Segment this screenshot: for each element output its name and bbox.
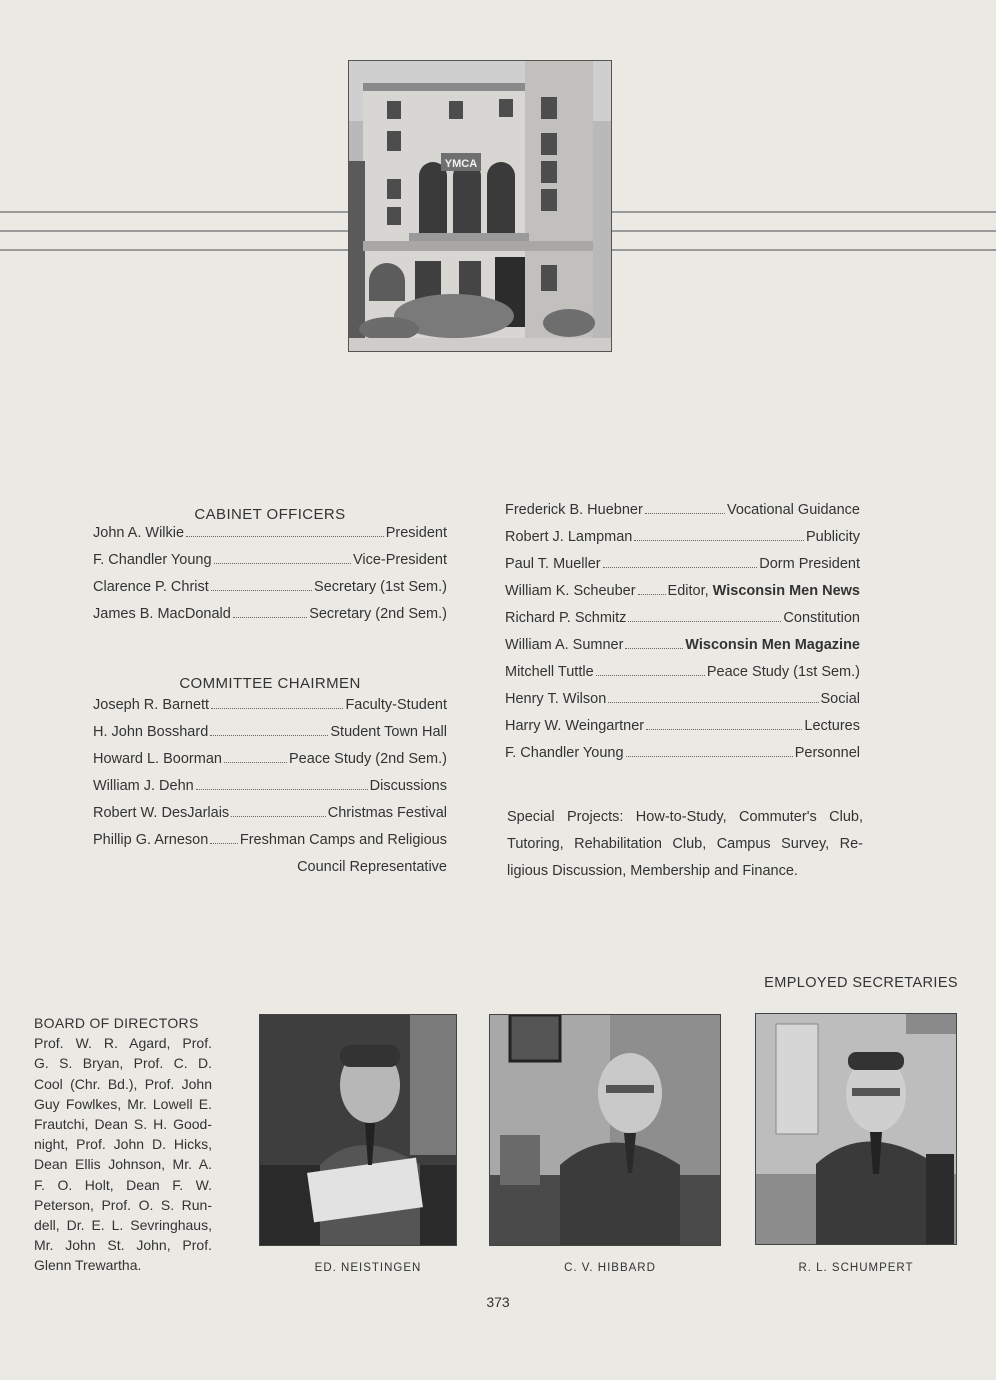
committee-chairmen-heading: COMMITTEE CHAIRMEN — [179, 675, 361, 692]
caption-hibbard: C. V. HIBBARD — [564, 1262, 656, 1274]
portrait-hibbard — [489, 1014, 721, 1246]
rule-right-2 — [612, 230, 996, 232]
board-line: Frautchi, Dean S. H. Good- — [34, 1116, 212, 1133]
caption-neistingen: ED. NEISTINGEN — [314, 1262, 422, 1274]
committee-chairmen-list — [93, 697, 447, 886]
rule-left-1 — [0, 211, 348, 213]
board-line: Mr. John St. John, Prof. — [34, 1237, 212, 1254]
ymca-building-photo — [348, 60, 612, 352]
rule-left-3 — [0, 249, 348, 251]
portrait-neistingen-illustration — [260, 1015, 457, 1246]
list-item: Howard L. Boorman Peace Study (2nd Sem.) — [93, 751, 447, 767]
special-projects-line: ligious Discussion, Membership and Finance. — [507, 863, 798, 879]
list-item: Richard P. Schmitz Constitution — [505, 610, 860, 626]
list-item: Robert W. DesJarlais Christmas Festival — [93, 805, 447, 821]
list-item: Phillip G. Arneson Freshman Camps and Religious — [93, 832, 447, 848]
board-line: Glenn Trewartha. — [34, 1257, 142, 1274]
board-line: Prof. W. R. Agard, Prof. — [34, 1035, 212, 1052]
board-line: Cool (Chr. Bd.), Prof. John — [34, 1075, 212, 1092]
portrait-schumpert-illustration — [756, 1014, 957, 1245]
list-item: William K. Scheuber Editor, Wisconsin Men News — [505, 583, 860, 599]
list-item: Robert J. Lampman Publicity — [505, 529, 860, 545]
board-line: Dean Ellis Johnson, Mr. A. — [34, 1156, 212, 1173]
list-item: F. Chandler Young Personnel — [505, 745, 860, 761]
list-item: F. Chandler Young Vice-President — [93, 552, 447, 568]
rule-right-3 — [612, 249, 996, 251]
portrait-neistingen — [259, 1014, 457, 1246]
board-of-directors-heading: BOARD OF DIRECTORS — [34, 1015, 199, 1031]
list-item: Clarence P. Christ Secretary (1st Sem.) — [93, 579, 447, 595]
board-line: G. S. Bryan, Prof. C. D. — [34, 1055, 212, 1072]
board-line: night, Prof. John D. Hicks, — [34, 1136, 212, 1153]
rule-left-2 — [0, 230, 348, 232]
ymca-sign: YMCA — [444, 158, 478, 170]
cabinet-officers-heading: CABINET OFFICERS — [194, 506, 346, 523]
board-line: Peterson, Prof. O. S. Run- — [34, 1196, 212, 1213]
board-of-directors-text — [34, 1013, 212, 1276]
board-line: F. O. Holt, Dean F. W. — [34, 1176, 212, 1193]
page-number: 373 — [486, 1294, 510, 1310]
list-item: James B. MacDonald Secretary (2nd Sem.) — [93, 606, 447, 622]
list-item: William A. Sumner Wisconsin Men Magazine — [505, 637, 860, 653]
special-projects-text — [507, 804, 863, 885]
committee-chairmen-list-right — [505, 502, 860, 772]
portrait-schumpert — [755, 1013, 957, 1245]
cabinet-officers-list — [93, 525, 447, 633]
list-item: H. John Bosshard Student Town Hall — [93, 724, 447, 740]
list-item: John A. Wilkie President — [93, 525, 447, 541]
building-illustration — [349, 61, 612, 352]
list-item: William J. Dehn Discussions — [93, 778, 447, 794]
special-projects-line: Special Projects: How-to-Study, Commuter's Club, — [507, 809, 863, 825]
list-item: Mitchell Tuttle Peace Study (1st Sem.) — [505, 664, 860, 680]
list-item: Frederick B. Huebner Vocational Guidance — [505, 502, 860, 518]
caption-schumpert: R. L. SCHUMPERT — [798, 1262, 914, 1274]
board-line: Guy Fowlkes, Mr. Lowell E. — [34, 1095, 212, 1112]
special-projects-line: Tutoring, Rehabilitation Club, Campus Survey, Re- — [507, 836, 863, 852]
list-item-continuation: Council Representative — [297, 859, 447, 875]
board-line: dell, Dr. E. L. Sevringhaus, — [34, 1217, 212, 1234]
list-item: Harry W. Weingartner Lectures — [505, 718, 860, 734]
list-item: Henry T. Wilson Social — [505, 691, 860, 707]
list-item: Paul T. Mueller Dorm President — [505, 556, 860, 572]
rule-right-1 — [612, 211, 996, 213]
list-item: Joseph R. Barnett Faculty-Student — [93, 697, 447, 713]
portrait-hibbard-illustration — [490, 1015, 721, 1246]
employed-secretaries-heading: EMPLOYED SECRETARIES — [764, 975, 958, 991]
